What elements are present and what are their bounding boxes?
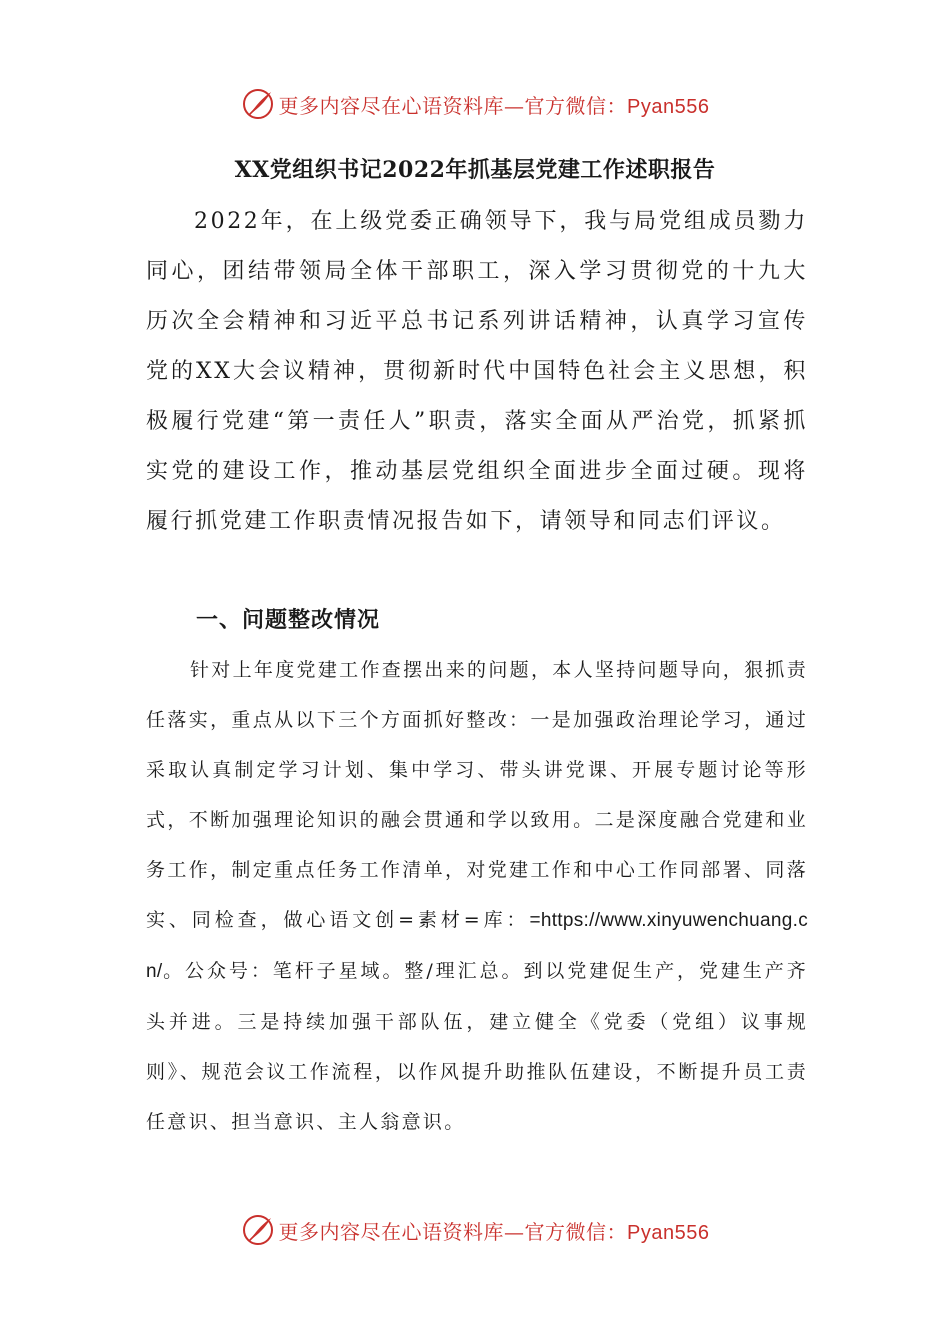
footer-watermark bbox=[0, 1210, 950, 1250]
document-title: XX党组织书记2022年抓基层党建工作述职报告 bbox=[234, 157, 716, 183]
section-text-part2: 。公众号：笔杆子星域。整/理汇总。到以党建促生产，党建生产齐头并进。三是持续加强干部队伍，建立健全《党委（党组）议事规则》、规范会议工作流程，以作风提升助推队伍建设，不断提升员工责任意识、担当意识、主人翁意识。 bbox=[146, 960, 808, 1133]
section-text-part1: 针对上年度党建工作查摆出来的问题，本人坚持问题导向，狠抓责任落实，重点从以下三个方面抓好整改：一是加强政治理论学习，通过采取认真制定学习计划、集中学习、带头讲党课、开展专题讨论等形式，不断加强理论知识的融会贯通和学以致用。二是深度融合党建和业务工作，制定重点任务工作清单，对党建工作和中心工作同部署、同落实、同检查，做心语文创=素材=库： bbox=[146, 659, 808, 931]
quill-pen-circle-icon bbox=[241, 1213, 275, 1247]
watermark-wechat-id: Pyan556 bbox=[627, 1221, 710, 1244]
section-paragraph bbox=[146, 645, 808, 1147]
watermark-label: 更多内容尽在心语资料库—官方微信： bbox=[278, 93, 628, 118]
quill-pen-circle-icon bbox=[241, 87, 275, 121]
watermark-text bbox=[279, 1216, 710, 1245]
watermark-wechat-id: Pyan556 bbox=[627, 95, 710, 118]
watermark-text bbox=[279, 90, 710, 119]
header-watermark bbox=[0, 84, 950, 124]
intro-paragraph: 2022年，在上级党委正确领导下，我与局党组成员勠力同心，团结带领局全体干部职工，深入学习贯彻党的十九大历次全会精神和习近平总书记系列讲话精神，认真学习宣传党的XX大会议精神，贯彻新时代中国特色社会主义思想，积极履行党建“第一责任人”职责，落实全面从严治党，抓紧抓实党的建设工作，推动基层党组织全面进步全面过硬。现将履行抓党建工作职责情况报告如下，请领导和同志们评议。 bbox=[146, 209, 808, 534]
watermark-label: 更多内容尽在心语资料库—官方微信： bbox=[278, 1219, 628, 1244]
section-heading: 一、问题整改情况 bbox=[196, 607, 381, 633]
source-url: =https://www.xinyuwenchuang.cn/ bbox=[146, 910, 808, 982]
